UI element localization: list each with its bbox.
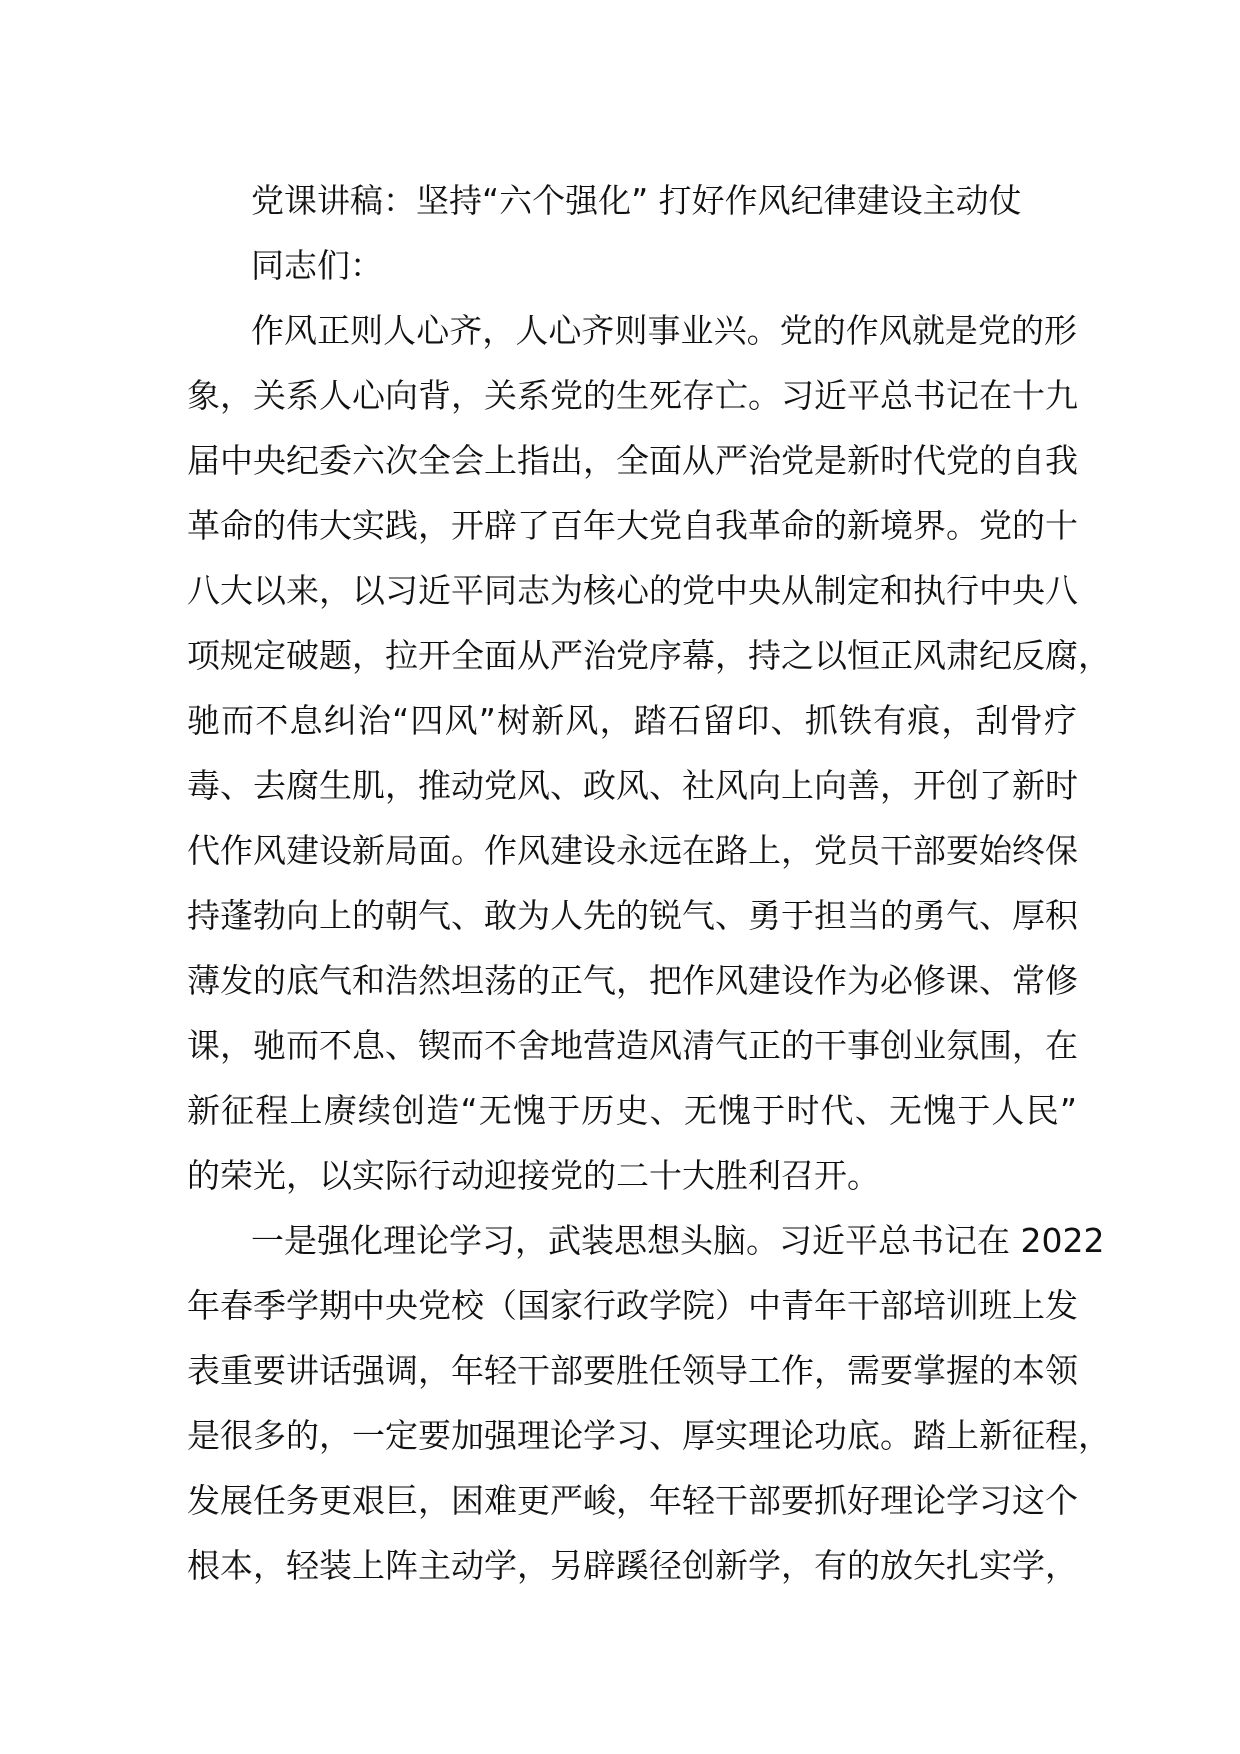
- document-body: [187, 168, 1111, 1598]
- paragraph-line: 代作风建设新局面。作风建设永远在路上，党员干部要始终保: [187, 831, 1078, 870]
- paragraph-line: 新征程上赓续创造“无愧于历史、无愧于时代、无愧于人民”: [187, 1091, 1077, 1130]
- paragraph-line: 项规定破题，拉开全面从严治党序幕，持之以恒正风肃纪反腐，: [187, 636, 1111, 675]
- paragraph-line: 薄发的底气和浩然坦荡的正气，把作风建设作为必修课、常修: [187, 961, 1078, 1000]
- paragraph-line: 革命的伟大实践，开辟了百年大党自我革命的新境界。党的十: [187, 506, 1078, 545]
- paragraph-line: 根本，轻装上阵主动学，另辟蹊径创新学，有的放矢扎实学，: [187, 1546, 1078, 1585]
- paragraph-line: 表重要讲话强调，年轻干部要胜任领导工作，需要掌握的本领: [187, 1351, 1078, 1390]
- paragraph-line: 作风正则人心齐，人心齐则事业兴。党的作风就是党的形: [251, 311, 1077, 350]
- paragraph-line: 驰而不息纠治“四风”树新风，踏石留印、抓铁有痕，刮骨疗: [187, 701, 1077, 740]
- paragraph-2: [187, 1208, 1111, 1598]
- paragraph-line: 持蓬勃向上的朝气、敢为人先的锐气、勇于担当的勇气、厚积: [187, 896, 1078, 935]
- paragraph-line: 是很多的，一定要加强理论学习、厚实理论功底。踏上新征程，: [187, 1416, 1111, 1455]
- paragraph-line: 发展任务更艰巨，困难更严峻，年轻干部要抓好理论学习这个: [187, 1481, 1078, 1520]
- salutation: 同志们：: [251, 246, 383, 285]
- paragraph-line: 毒、去腐生肌，推动党风、政风、社风向上向善，开创了新时: [187, 766, 1078, 805]
- paragraph-line: 年春季学期中央党校（国家行政学院）中青年干部培训班上发: [187, 1286, 1078, 1325]
- paragraph-line: 届中央纪委六次全会上指出，全面从严治党是新时代党的自我: [187, 441, 1078, 480]
- paragraph-1: [187, 298, 1111, 1208]
- paragraph-line: 八大以来，以习近平同志为核心的党中央从制定和执行中央八: [187, 571, 1078, 610]
- paragraph-line: 象，关系人心向背，关系党的生死存亡。习近平总书记在十九: [187, 376, 1078, 415]
- paragraph-line: 一是强化理论学习，武装思想头脑。习近平总书记在 2022: [251, 1221, 1105, 1260]
- paragraph-line: 课，驰而不息、锲而不舍地营造风清气正的干事创业氛围，在: [187, 1026, 1078, 1065]
- paragraph-line: 的荣光，以实际行动迎接党的二十大胜利召开。: [187, 1156, 880, 1195]
- document-title: 党课讲稿：坚持“六个强化” 打好作风纪律建设主动仗: [251, 181, 1022, 220]
